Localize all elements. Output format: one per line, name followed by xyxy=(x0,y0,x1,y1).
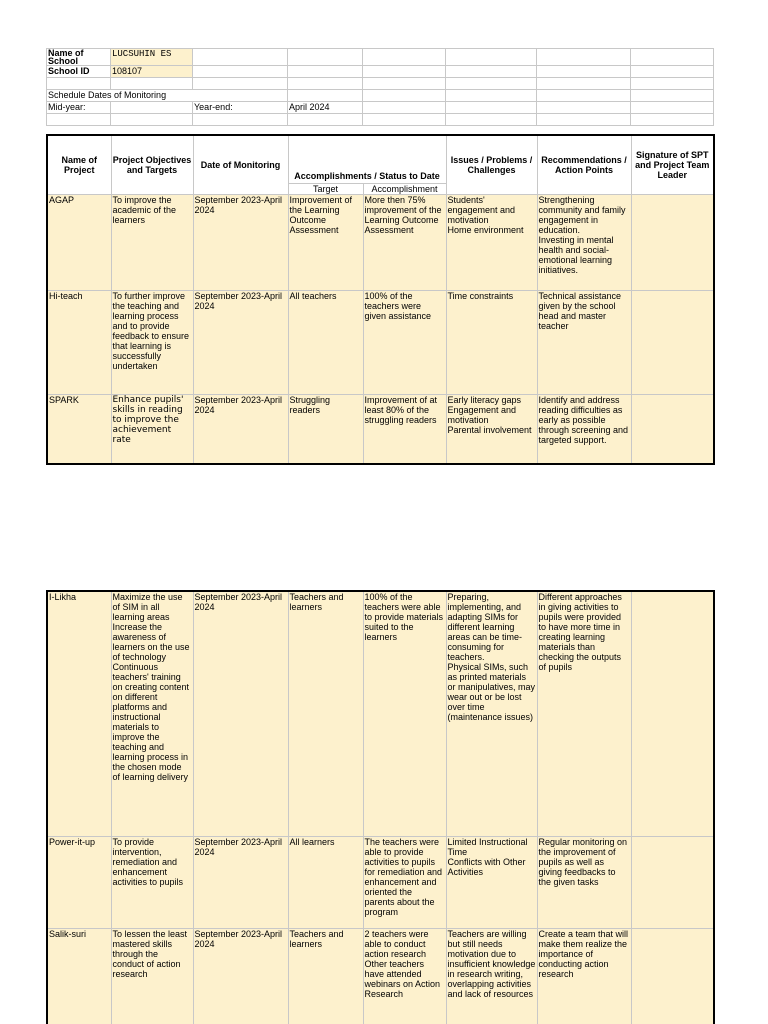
monitoring-table-continued xyxy=(46,590,715,1024)
accomplishment[interactable]: 100% of the teachers were given assistance xyxy=(363,290,446,394)
yearend-label: Year-end: xyxy=(193,102,288,114)
midyear-value[interactable] xyxy=(111,102,193,114)
col-header-objectives: Project Objectives and Targets xyxy=(111,135,193,194)
monitoring-date[interactable]: September 2023-April 2024 xyxy=(193,194,288,290)
table-row xyxy=(47,928,714,1024)
recommendations[interactable]: Technical assistance given by the school head and master teacher xyxy=(537,290,631,394)
school-info-table xyxy=(46,48,714,126)
col-header-target: Target xyxy=(288,183,363,194)
project-name[interactable]: AGAP xyxy=(47,194,111,290)
table-row xyxy=(47,194,714,290)
col-header-accomplishment: Accomplishment xyxy=(363,183,446,194)
project-objective[interactable]: To lessen the least mastered skills through the conduct of action research xyxy=(111,928,193,1024)
school-id-label: School ID xyxy=(47,66,111,78)
issues[interactable]: Preparing, implementing, and adapting SIMs for different learning areas can be time-consuming for teachers. Physical SIMs, such as printed materials or manipulatives, may wear out or be lost over time (maintenance issues) xyxy=(446,591,537,836)
monitoring-date[interactable]: September 2023-April 2024 xyxy=(193,928,288,1024)
target[interactable]: Struggling readers xyxy=(288,394,363,464)
school-name-label: Name of School xyxy=(47,49,111,66)
accomplishment[interactable]: Improvement of at least 80% of the struggling readers xyxy=(363,394,446,464)
col-header-date: Date of Monitoring xyxy=(193,135,288,194)
project-name[interactable]: Salik-suri xyxy=(47,928,111,1024)
midyear-label: Mid-year: xyxy=(47,102,111,114)
table-row xyxy=(47,591,714,836)
project-objective[interactable]: To improve the academic of the learners xyxy=(111,194,193,290)
table-row xyxy=(47,836,714,928)
target[interactable]: All teachers xyxy=(288,290,363,394)
project-name[interactable]: Power-it-up xyxy=(47,836,111,928)
signature[interactable] xyxy=(631,290,714,394)
project-objective[interactable]: Maximize the use of SIM in all learning areas Increase the awareness of learners on the use of technology Continuous teachers' training on creating content on different platforms and instructional materials to improve the teaching and learning process in the chosen mode of learning delivery xyxy=(111,591,193,836)
recommendations[interactable]: Create a team that will make them realize the importance of conducting action research xyxy=(537,928,631,1024)
signature[interactable] xyxy=(631,394,714,464)
school-name-value[interactable]: LUCSUHIN ES xyxy=(111,49,193,66)
col-header-name: Name of Project xyxy=(47,135,111,194)
project-objective[interactable]: To provide intervention, remediation and enhancement activities to pupils xyxy=(111,836,193,928)
target[interactable]: All learners xyxy=(288,836,363,928)
project-objective[interactable]: Enhance pupils' skills in reading to improve the achievement rate xyxy=(111,394,193,464)
target[interactable]: Teachers and learners xyxy=(288,928,363,1024)
issues[interactable]: Teachers are willing but still needs motivation due to insufficient knowledge in research writing, overlapping activities and lack of resources xyxy=(446,928,537,1024)
accomplishment[interactable]: 2 teachers were able to conduct action research Other teachers have attended webinars on Action Research xyxy=(363,928,446,1024)
signature[interactable] xyxy=(631,194,714,290)
issues[interactable]: Students' engagement and motivation Home environment xyxy=(446,194,537,290)
issues[interactable]: Limited Instructional Time Conflicts with Other Activities xyxy=(446,836,537,928)
table-row xyxy=(47,290,714,394)
monitoring-date[interactable]: September 2023-April 2024 xyxy=(193,394,288,464)
signature[interactable] xyxy=(631,836,714,928)
col-header-signature: Signature of SPT and Project Team Leader xyxy=(631,135,714,194)
signature[interactable] xyxy=(631,928,714,1024)
col-header-accomplishments: Accomplishments / Status to Date xyxy=(288,135,446,183)
col-header-issues: Issues / Problems / Challenges xyxy=(446,135,537,194)
issues[interactable]: Time constraints xyxy=(446,290,537,394)
project-name[interactable]: I-Likha xyxy=(47,591,111,836)
signature[interactable] xyxy=(631,591,714,836)
accomplishment[interactable]: The teachers were able to provide activities to pupils for remediation and enhancement and oriented the parents about the program xyxy=(363,836,446,928)
project-objective[interactable]: To further improve the teaching and learning process and to provide feedback to ensure that learning is successfully undertaken xyxy=(111,290,193,394)
school-id-value[interactable]: 108107 xyxy=(111,66,193,78)
target[interactable]: Teachers and learners xyxy=(288,591,363,836)
issues[interactable]: Early literacy gaps Engagement and motivation Parental involvement xyxy=(446,394,537,464)
table-row xyxy=(47,394,714,464)
schedule-label: Schedule Dates of Monitoring xyxy=(47,90,288,102)
recommendations[interactable]: Identify and address reading difficulties as early as possible through screening and targeted support. xyxy=(537,394,631,464)
yearend-value[interactable]: April 2024 xyxy=(288,102,363,114)
accomplishment[interactable]: More then 75% improvement of the Learning Outcome Assessment xyxy=(363,194,446,290)
monitoring-date[interactable]: September 2023-April 2024 xyxy=(193,836,288,928)
monitoring-table xyxy=(46,134,715,465)
recommendations[interactable]: Different approaches in giving activities to pupils were provided to have more time in creating learning materials than checking the outputs of pupils xyxy=(537,591,631,836)
project-name[interactable]: Hi-teach xyxy=(47,290,111,394)
target[interactable]: Improvement of the Learning Outcome Assessment xyxy=(288,194,363,290)
monitoring-date[interactable]: September 2023-April 2024 xyxy=(193,290,288,394)
monitoring-date[interactable]: September 2023-April 2024 xyxy=(193,591,288,836)
project-name[interactable]: SPARK xyxy=(47,394,111,464)
col-header-recommendations: Recommendations / Action Points xyxy=(537,135,631,194)
accomplishment[interactable]: 100% of the teachers were able to provide materials suited to the learners xyxy=(363,591,446,836)
recommendations[interactable]: Regular monitoring on the improvement of pupils as well as giving feedbacks to the given tasks xyxy=(537,836,631,928)
recommendations[interactable]: Strengthening community and family engagement in education. Investing in mental health and social-emotional learning initiatives. xyxy=(537,194,631,290)
